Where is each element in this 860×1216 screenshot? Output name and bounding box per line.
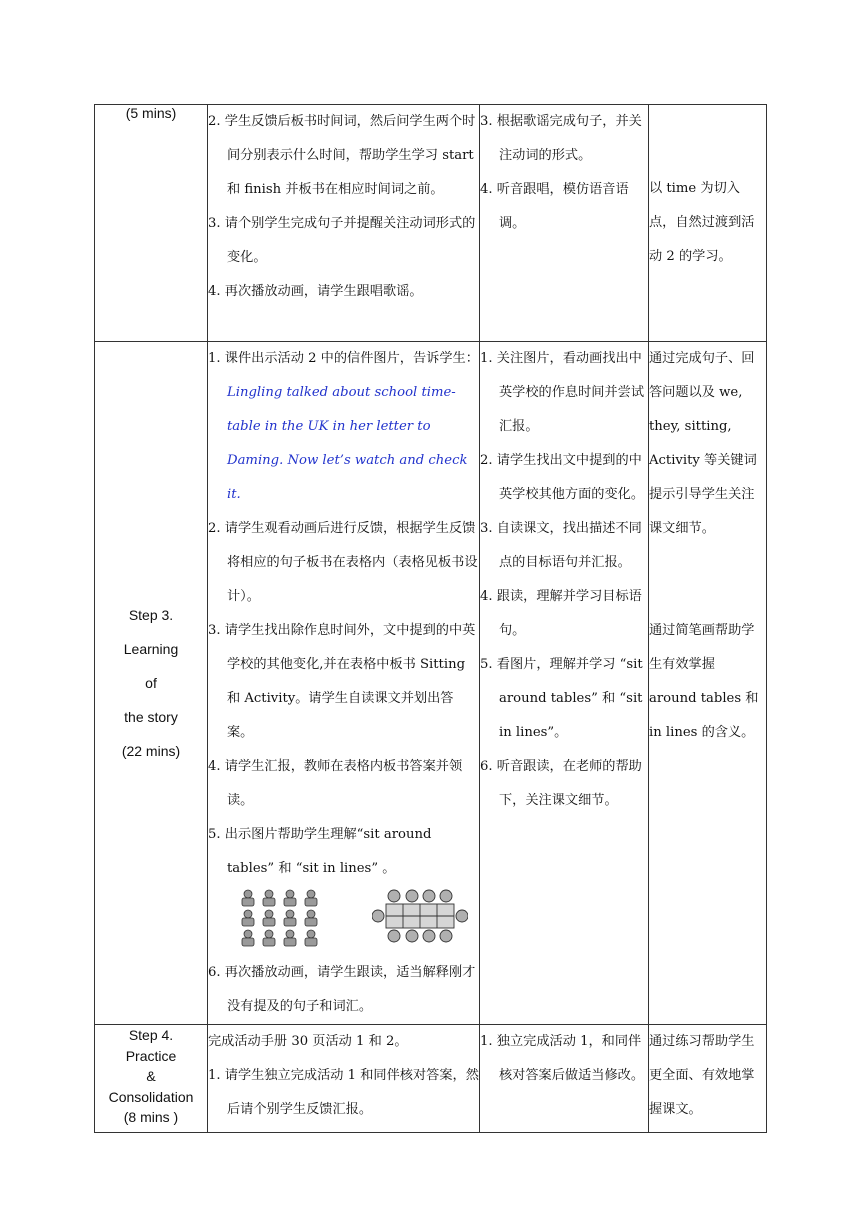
list-item: 完成活动手册 30 页活动 1 和 2。: [208, 1034, 408, 1049]
step-title: Step 3.: [128, 607, 174, 623]
seating-illustration: [208, 886, 479, 956]
english-quote: Lingling talked about school time-table in the UK in her letter to Daming. Now let’s watch and check it.: [227, 385, 468, 502]
teacher-activity-cell: [208, 1025, 480, 1133]
step-duration: (5 mins): [125, 105, 177, 121]
table-row: [95, 342, 767, 1025]
purpose-cell: [649, 342, 767, 1025]
purpose-text: 通过简笔画帮助学生有效掌握 around tables 和 in lines 的含义。: [649, 623, 759, 740]
list-item: 6. 再次播放动画，请学生跟读，适当解释刚才没有提及的句子和词汇。: [208, 965, 476, 1014]
teacher-activity-cell: [208, 342, 480, 1025]
step-name-line: Practice: [125, 1047, 177, 1064]
teacher-activity-cell: [208, 105, 480, 342]
student-activity-cell: [480, 342, 649, 1025]
list-item: 1. 关注图片，看动画找出中英学校的作息时间并尝试汇报。: [480, 351, 645, 434]
list-item: 3. 自读课文，找出描述不同点的目标语句并汇报。: [480, 521, 642, 570]
list-item: 5. 出示图片帮助学生理解“sit around tables” 和 “sit in lines” 。: [208, 827, 432, 876]
list-item: 4. 再次播放动画，请学生跟唱歌谣。: [208, 284, 423, 299]
list-item: 3. 根据歌谣完成句子，并关注动词的形式。: [480, 114, 642, 163]
step-name-line: Consolidation: [108, 1088, 194, 1105]
list-item: 1. 请学生独立完成活动 1 和同伴核对答案，然后请个别学生反馈汇报。: [208, 1068, 479, 1117]
list-item: 6. 听音跟读，在老师的帮助下，关注课文细节。: [480, 759, 642, 808]
list-item: 3. 请学生找出除作息时间外，文中提到的中英学校的其他变化,并在表格中板书 Sitting 和 Activity。请学生自读课文并划出答案。: [208, 623, 476, 740]
table-row: [95, 105, 767, 342]
purpose-text: 通过完成句子、回答问题以及 we, they, sitting, Activity 等关键词提示引导学生关注课文细节。: [649, 351, 757, 536]
purpose-text: 通过练习帮助学生更全面、有效地掌握课文。: [649, 1034, 755, 1117]
list-item: 4. 听音跟唱，模仿语音语调。: [480, 182, 629, 231]
table-row: [95, 1025, 767, 1133]
list-item: 2. 学生反馈后板书时间词，然后问学生两个时间分别表示什么时间，帮助学生学习 start 和 finish 并板书在相应时间词之前。: [208, 114, 476, 197]
list-item-text: 1. 课件出示活动 2 中的信件图片，告诉学生：: [208, 351, 479, 366]
purpose-cell: [649, 105, 767, 342]
sit-around-tables-icon: [372, 888, 468, 944]
step-name-line: &: [146, 1068, 156, 1084]
list-item: 2. 请学生找出文中提到的中英学校其他方面的变化。: [480, 453, 645, 502]
step-cell: [95, 105, 208, 342]
student-activity-cell: [480, 105, 649, 342]
list-item: 4. 请学生汇报，教师在表格内板书答案并领读。: [208, 759, 463, 808]
list-item: 3. 请个别学生完成句子并提醒关注动词形式的变化。: [208, 216, 476, 265]
list-item: 4. 跟读，理解并学习目标语句。: [480, 589, 642, 638]
list-item: 5. 看图片，理解并学习 “sit around tables” 和 “sit in lines”。: [480, 657, 643, 740]
purpose-cell: [649, 1025, 767, 1133]
purpose-text: 以 time 为切入点，自然过渡到活动 2 的学习。: [649, 181, 755, 264]
step-title: Step 4.: [128, 1027, 174, 1043]
step-name-line: of: [145, 675, 157, 691]
step-name-line: Learning: [123, 641, 179, 657]
student-activity-cell: [480, 1025, 649, 1133]
step-cell: [95, 342, 208, 1025]
step-duration: (8 mins ): [123, 1109, 179, 1125]
list-item: [208, 342, 479, 512]
lesson-plan-table: [94, 104, 767, 1133]
list-item: 2. 请学生观看动画后进行反馈，根据学生反馈将相应的句子板书在表格内（表格见板书设计）。: [208, 521, 478, 604]
step-cell: [95, 1025, 208, 1133]
step-duration: (22 mins): [121, 743, 181, 759]
list-item: 1. 独立完成活动 1，和同伴核对答案后做适当修改。: [480, 1034, 645, 1083]
sit-in-lines-icon: [240, 888, 330, 948]
step-name-line: the story: [124, 709, 178, 725]
